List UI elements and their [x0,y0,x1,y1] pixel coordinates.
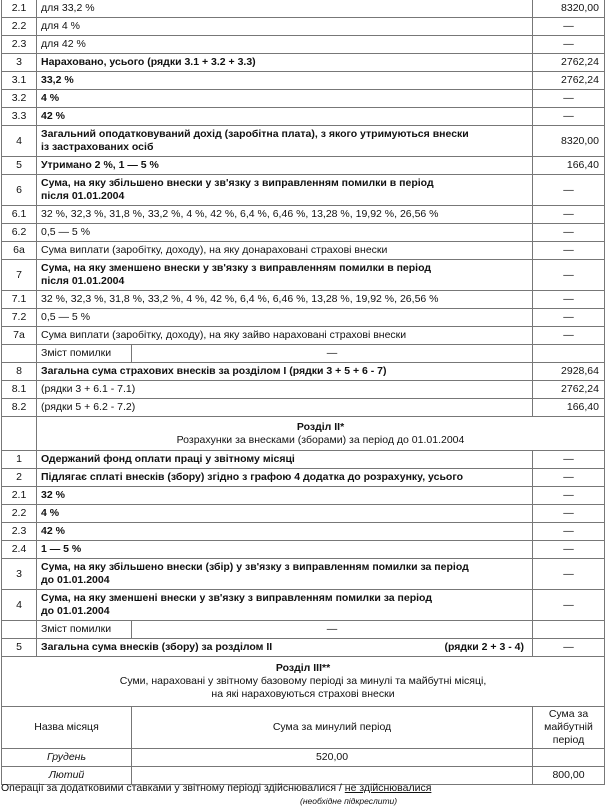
table-row [2,0,605,18]
row-number: 8.2 [2,399,37,417]
row-value: — [533,18,605,36]
footer-underlined: не здійснювалися [344,782,432,794]
row-label: для 33,2 % [37,0,533,18]
row-value: — [533,541,605,559]
row-label: 32 %, 32,3 %, 31,8 %, 33,2 %, 4 %, 42 %, 6,4 %, 6,46 %, 13,28 %, 19,92 %, 26,56 % [37,206,533,224]
row-label: Сума, на яку зменшені внески у зв'язку з виправленням помилки за період до 01.01.2004 [37,590,533,621]
row-value: — [533,309,605,327]
row-value: — [533,242,605,260]
error-row [2,621,605,639]
row-label: 0,5 — 5 % [37,224,533,242]
past-sum: 520,00 [132,749,533,767]
row-number: 7а [2,327,37,345]
row-number: 2.1 [2,0,37,18]
row-label: Сума, на яку зменшено внески у зв'язку з виправленням помилки в період після 01.01.2004 [37,260,533,291]
row-number: 4 [2,126,37,157]
total-label: Загальна сума внесків (збору) за розділом ІІ [41,641,273,653]
table-row [2,108,605,126]
row-number: 2.4 [2,541,37,559]
row-value: 2762,24 [533,381,605,399]
row-number: 2.2 [2,18,37,36]
row-label [37,639,533,657]
row-number: 6.2 [2,224,37,242]
row-label: Загальний оподатковуваний дохід (заробітна плата), з якого утримуються внески із застрахованих осіб [37,126,533,157]
section2-subtitle: Розрахунки за внесками (зборами) за період до 01.01.2004 [176,433,465,446]
table-row [2,523,605,541]
table-row [2,749,605,767]
row-label: 32 %, 32,3 %, 31,8 %, 33,2 %, 4 %, 42 %, 6,4 %, 6,46 %, 13,28 %, 19,92 %, 26,56 % [37,291,533,309]
row-label: Нараховано, усього (рядки 3.1 + 3.2 + 3.3) [37,54,533,72]
section3-header [2,657,605,707]
row-label: Сума, на яку збільшено внески у зв'язку з виправленням помилки в період після 01.01.2004 [37,175,533,206]
section2-total-row [2,639,605,657]
row-label: 0,5 — 5 % [37,309,533,327]
table-row [2,590,605,621]
row-value: — [533,523,605,541]
table-row [2,54,605,72]
empty-cell [2,621,37,639]
past-header: Сума за минулий період [132,707,533,749]
error-label: Зміст помилки [37,345,132,363]
footer-text: Операції за додатковими ставками у звітному періоді здійснювалися / [1,782,345,794]
row-value: — [533,469,605,487]
row-value: — [533,451,605,469]
table-row [2,260,605,291]
table-row [2,541,605,559]
table-row [2,90,605,108]
table-row [2,291,605,309]
row-label: Сума виплати (заробітку, доходу), на яку донараховані страхові внески [37,242,533,260]
row-label: Загальна сума страхових внесків за розділом І (рядки 3 + 5 + 6 - 7) [37,363,533,381]
row-label: (рядки 3 + 6.1 - 7.1) [37,381,533,399]
row-value: — [533,327,605,345]
row-number: 3.1 [2,72,37,90]
section2-title: Розділ ІІ* [296,420,345,433]
row-number: 2.1 [2,487,37,505]
row-value: — [533,639,605,657]
row-label: 42 % [37,108,533,126]
row-number: 8 [2,363,37,381]
row-label: Сума, на яку збільшено внески (збір) у зв'язку з виправленням помилки за період до 01.01.2004 [37,559,533,590]
row-value: — [533,291,605,309]
row-number: 6.1 [2,206,37,224]
table-row [2,175,605,206]
section3-subtitle: Суми, нараховані у звітному базовому періоді за минулі та майбутні місяці, [119,675,487,687]
table-row [2,72,605,90]
row-value: — [533,108,605,126]
future-sum: 800,00 [533,767,605,785]
empty-cell [533,345,605,363]
table-row [2,327,605,345]
row-label: 4 % [37,90,533,108]
row-number: 5 [2,639,37,657]
row-number: 3 [2,559,37,590]
row-value: 2762,24 [533,72,605,90]
row-label: 1 — 5 % [37,541,533,559]
table-row [2,487,605,505]
row-number: 8.1 [2,381,37,399]
row-number: 7 [2,260,37,291]
empty-cell [533,621,605,639]
row-number: 7.2 [2,309,37,327]
row-value: 166,40 [533,157,605,175]
row-number: 4 [2,590,37,621]
row-number: 5 [2,157,37,175]
table-row [2,381,605,399]
row-number: 1 [2,451,37,469]
table-row [2,126,605,157]
error-row [2,345,605,363]
error-value: — [132,621,533,639]
row-number: 3.3 [2,108,37,126]
table-row [2,707,605,749]
month-header: Назва місяця [2,707,132,749]
row-value: 8320,00 [533,126,605,157]
row-label: Сума виплати (заробітку, доходу), на яку зайво нараховані страхові внески [37,327,533,345]
table-row [2,157,605,175]
row-value: — [533,90,605,108]
month-name: Лютий [2,767,132,785]
row-label: (рядки 5 + 6.2 - 7.2) [37,399,533,417]
row-value: 8320,00 [533,0,605,18]
footer-note [1,782,605,794]
footer-hint: (необхідне підкреслити) [300,796,398,806]
row-number: 6 [2,175,37,206]
row-label: Підлягає сплаті внесків (збору) згідно з графою 4 додатка до розрахунку, усього [37,469,533,487]
row-value: — [533,590,605,621]
row-label: 32 % [37,487,533,505]
row-number: 2.3 [2,523,37,541]
row-value: — [533,224,605,242]
table-row [2,469,605,487]
row-value: — [533,505,605,523]
row-value: — [533,206,605,224]
section2-title-cell [37,417,605,451]
row-value: 166,40 [533,399,605,417]
row-label: для 4 % [37,18,533,36]
row-label: для 42 % [37,36,533,54]
row-label: 33,2 % [37,72,533,90]
month-name: Грудень [2,749,132,767]
table-row [2,206,605,224]
section2-header [2,417,605,451]
section3-title: Розділ ІІІ** [275,662,331,674]
row-label: Одержаний фонд оплати праці у звітному місяці [37,451,533,469]
section3-subtitle: на які нараховуються страхові внески [211,688,395,700]
row-value: — [533,559,605,590]
row-label: Утримано 2 %, 1 — 5 % [37,157,533,175]
row-number: 2.3 [2,36,37,54]
row-number: 3.2 [2,90,37,108]
error-label: Зміст помилки [37,621,132,639]
future-header: Сума за майбутній період [533,707,605,749]
future-sum [533,749,605,767]
row-number: 2.2 [2,505,37,523]
row-number: 2 [2,469,37,487]
empty-cell [2,417,37,451]
table-row [2,309,605,327]
row-number: 7.1 [2,291,37,309]
row-value: 2928,64 [533,363,605,381]
row-number: 6а [2,242,37,260]
table-row [2,559,605,590]
row-value: — [533,487,605,505]
row-value: — [533,36,605,54]
table-row [2,36,605,54]
table-row [2,451,605,469]
table-row [2,18,605,36]
row-label: 4 % [37,505,533,523]
row-value: 2762,24 [533,54,605,72]
empty-cell [2,345,37,363]
row-label: 42 % [37,523,533,541]
row-number: 3 [2,54,37,72]
row-value: — [533,175,605,206]
table-row [2,363,605,381]
table-row [2,505,605,523]
section3-title-cell [2,657,605,707]
table-row [2,399,605,417]
error-value: — [132,345,533,363]
row-value: — [533,260,605,291]
table-row [2,242,605,260]
total-formula: (рядки 2 + 3 - 4) [444,641,524,653]
table-row [2,224,605,242]
